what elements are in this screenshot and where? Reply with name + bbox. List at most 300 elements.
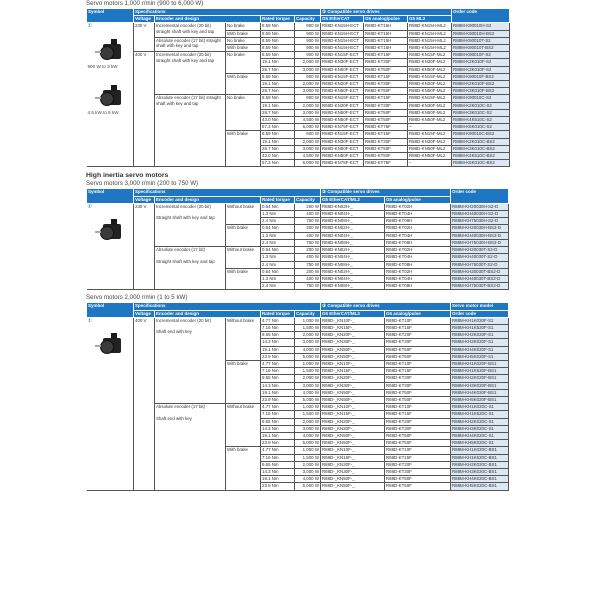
shaft-design: Straight shaft with key and tap [156, 215, 215, 221]
order-code: R88M-K90010C-BS2 [452, 131, 510, 138]
drive-model: R88D-KT50F [364, 117, 408, 124]
header-ethercat-ml2: G5 EtherCAT/ML2 [321, 196, 385, 203]
capacity: 900 W [295, 131, 321, 138]
order-code: R88M-KH1K020F-BS1 [451, 360, 509, 367]
drive-model: R88D-KN75F-ECT [321, 160, 364, 167]
order-code: R88M-KH4K020F-S1 [451, 346, 509, 353]
drive-model: R88D-KT10F [385, 404, 451, 411]
rated-torque: 8.59 Nm [261, 95, 295, 102]
order-code: R88M-KH75030H-S2-D [451, 218, 509, 225]
header-torque: Rated torque [261, 310, 295, 317]
servo-3000rpm-table [86, 188, 509, 290]
order-code: R88M-KH3K020F-BS1 [451, 382, 509, 389]
rated-torque: 19.1 Nm [261, 432, 295, 439]
capacity: 4,000 W [295, 476, 321, 483]
capacity: 900 W [295, 37, 321, 44]
drive-model: R88D-_KN50F-_ [321, 353, 385, 360]
order-code: R88M-K3K010C-S2 [452, 109, 510, 116]
drive-model: R88D-KT50F [364, 109, 408, 116]
rated-torque: 9.55 Nm [261, 375, 295, 382]
drive-model: R88D-KT50F [364, 145, 408, 152]
capacity: 3,000 W [295, 382, 321, 389]
header-encoder: Encoder and design [155, 196, 261, 203]
order-code: R88M-KH3K020C-S1 [451, 425, 509, 432]
drive-model: R88D-KT08H [385, 283, 451, 290]
rated-torque: 2.4 Nm [261, 218, 295, 225]
drive-model: R88D-KT75F [364, 124, 408, 131]
encoder-cell [155, 23, 226, 37]
drive-model: R88D-KT04H [385, 275, 451, 282]
drive-model: R88D-_KN10F-_ [321, 360, 385, 367]
drive-model: R88D-KT02H [385, 247, 451, 254]
drive-model: R88D-KT20F [385, 375, 451, 382]
drive-model: R88D-KT15F [364, 52, 408, 59]
rated-torque: 8.59 Nm [261, 23, 295, 30]
rated-torque: 23.9 Nm [261, 396, 295, 403]
brake-cell: No brake [226, 52, 261, 74]
drive-model: R88D-KN15F-ECT [321, 95, 364, 102]
motor-shaft [95, 51, 101, 53]
rated-torque: 4.77 Nm [261, 317, 295, 324]
header-drives: ③ Compatible servo drives [321, 9, 452, 16]
header-analog: G5 analog/pulse [385, 310, 451, 317]
capacity: 2,000 W [295, 102, 321, 109]
drive-model: R88D-_KN30F-_ [321, 468, 385, 475]
drive-model: R88D-KT30F [385, 339, 451, 346]
drive-model: R88D-KT30F [385, 425, 451, 432]
order-code: R88M-KH2K020C-BS1 [451, 461, 509, 468]
drive-model: R88D-KN15H-ML2 [408, 23, 452, 30]
rated-torque: 57.3 Nm [261, 160, 295, 167]
rated-torque: 8.59 Nm [261, 30, 295, 37]
drive-model: R88D-KN08H-_ [321, 239, 385, 246]
order-code: R88M-KH2K020C-S1 [451, 418, 509, 425]
drive-model: R88D-_KN50F-_ [321, 440, 385, 447]
capacity: 2,000 W [295, 418, 321, 425]
capacity: 1,000 W [295, 317, 321, 324]
capacity: 4,500 W [295, 117, 321, 124]
encoder-cell [155, 203, 226, 246]
header-ethercat-ml2: G5 EtherCAT/ML2 [321, 310, 385, 317]
drive-model: R88D-KN15H-ECT [321, 30, 364, 37]
drive-model: R88D-KT08H [385, 261, 451, 268]
encoder-type: Absolute encoder (17 bit) [156, 247, 206, 253]
motor-face [100, 46, 114, 60]
motor-face [100, 92, 114, 106]
encoder-type: Absolute encoder (17 bit) [156, 404, 206, 410]
drive-model: R88D-KN15F-ML2 [408, 131, 452, 138]
rated-torque: 9.55 Nm [261, 418, 295, 425]
motor-conn [111, 85, 117, 91]
table-row [87, 52, 510, 59]
symbol-cell [87, 23, 134, 167]
drive-model: R88D-KT15F [364, 131, 408, 138]
catalog-page [86, 0, 600, 491]
order-code: R88M-KH2K020F-BS1 [451, 375, 509, 382]
rated-torque: 1.3 Nm [261, 254, 295, 261]
drive-model: R88D-KN15F-ECT [321, 52, 364, 59]
rated-torque: 2.4 Nm [261, 261, 295, 268]
drive-model: R88D-KN15F-ML2 [408, 52, 452, 59]
brake-cell: No brake [226, 37, 261, 44]
drive-model: R88D-KT50F [385, 396, 451, 403]
drive-model: R88D-KT50F [385, 440, 451, 447]
table-row [87, 23, 510, 30]
drive-model: R88D-KN30F-ECT [321, 102, 364, 109]
drive-model: R88D-KN50F-ECT [321, 145, 364, 152]
capacity: 5,000 W [295, 440, 321, 447]
symbol-label: 4.5 kW to 6 kW [87, 109, 119, 115]
rated-torque: 23.9 Nm [261, 440, 295, 447]
drive-model: R88D-_KN50F-_ [321, 483, 385, 490]
order-code: R88M-KH4K020C-BS1 [451, 476, 509, 483]
order-code: R88M-KH1K020F-S1 [451, 317, 509, 324]
rated-torque: 28.7 Nm [261, 88, 295, 95]
drive-model: R88D-KT15F [385, 324, 451, 331]
rated-torque: 9.55 Nm [261, 461, 295, 468]
rated-torque: 28.7 Nm [261, 109, 295, 116]
rated-torque: 7.16 Nm [261, 368, 295, 375]
brake-cell: Without brake [226, 203, 261, 225]
header-drives: ③ Compatible servo drives [321, 303, 451, 310]
brake-cell: With brake [226, 360, 261, 403]
order-code: R88M-K90010H-S2 [452, 23, 510, 30]
capacity: 1,500 W [295, 324, 321, 331]
capacity: 3,000 W [295, 109, 321, 116]
drive-model: R88D-KT15H [364, 37, 408, 44]
rated-torque: 19.1 Nm [261, 346, 295, 353]
drive-model: R88D-KN30F-ML2 [408, 102, 452, 109]
header-symbol: Symbol [87, 9, 134, 23]
drive-model: R88D-_KN50F-_ [321, 432, 385, 439]
drive-model: R88D-KT30F [364, 102, 408, 109]
capacity: 1,000 W [295, 404, 321, 411]
header-drives: ③ Compatible servo drives [321, 189, 451, 196]
drive-model: R88D-KN50F-ML2 [408, 109, 452, 116]
order-code: R88M-KH75030T-BS2-D [451, 283, 509, 290]
order-code: R88M-K3K010C-BS2 [452, 145, 510, 152]
drive-model: R88D-KN30F-ECT [321, 138, 364, 145]
drive-model: R88D-KT15H [364, 30, 408, 37]
encoder-type: Incremental encoder (20 bit) straight shaft with key and tap [156, 23, 215, 34]
rated-torque: 23.9 Nm [261, 483, 295, 490]
drive-model: R88D-KN15F-ML2 [408, 95, 452, 102]
rated-torque: 19.1 Nm [261, 389, 295, 396]
rated-torque: 8.59 Nm [261, 52, 295, 59]
header-ethercat: G5 EtherCAT [321, 16, 364, 23]
rated-torque: 7.16 Nm [261, 411, 295, 418]
rated-torque: 8.59 Nm [261, 37, 295, 44]
drive-model: R88D-KT50F [385, 353, 451, 360]
header-voltage: Voltage [134, 196, 155, 203]
order-code: R88M-KH75030H-BS2-D [451, 239, 509, 246]
rated-torque: 9.55 Nm [261, 332, 295, 339]
order-code: R88M-KH20030T-BS2-D [451, 268, 509, 275]
motor-image [97, 332, 123, 354]
encoder-type: Absolute encoder (17 bit) straight shaft with key and tap [156, 37, 221, 49]
order-code: R88M-KH5K020C-S1 [451, 440, 509, 447]
drive-model: R88D-_KN30F-_ [321, 339, 385, 346]
order-code: R88M-KH1K520F-S1 [451, 324, 509, 331]
capacity: 4,000 W [295, 389, 321, 396]
rated-torque: 4.77 Nm [261, 447, 295, 454]
drive-model: R88D-KN15H-ML2 [408, 30, 452, 37]
capacity: 3,000 W [295, 66, 321, 73]
order-code: R88M-KH3K020F-S1 [451, 339, 509, 346]
drive-model: R88D-KN50F-ML2 [408, 145, 452, 152]
motor-shaft [95, 231, 101, 233]
capacity: 1,500 W [295, 368, 321, 375]
drive-model: R88D-KN08H-_ [321, 218, 385, 225]
voltage-cell: 230 V [134, 203, 155, 289]
drive-model: R88D-KN30F-ECT [321, 81, 364, 88]
order-code: R88M-K90010T-BS2 [452, 45, 510, 52]
drive-model: R88D-KT15H [364, 23, 408, 30]
drive-model: R88D-KT20F [385, 461, 451, 468]
shaft-design: Shaft end with key [156, 415, 192, 421]
capacity: 4,000 W [295, 346, 321, 353]
order-code: R88M-K90010H-BS2 [452, 30, 510, 37]
servo-1000rpm-table [86, 8, 510, 167]
header-specifications: Specifications [134, 303, 321, 310]
brake-cell: No brake [226, 95, 261, 131]
rated-torque: 1.3 Nm [261, 232, 295, 239]
capacity: 3,000 W [295, 145, 321, 152]
encoder-cell [155, 52, 226, 95]
brake-cell: No brake [226, 23, 261, 30]
rated-torque: 19.1 Nm [261, 59, 295, 66]
header-torque: Rated torque [261, 16, 295, 23]
capacity: 2,000 W [295, 461, 321, 468]
symbol-label: 900 W to 3 kW [87, 63, 118, 69]
rated-torque: 14.3 Nm [261, 425, 295, 432]
order-code: R88M-K90010T-S2 [452, 37, 510, 44]
rated-torque: 28.7 Nm [261, 145, 295, 152]
symbol-number: ① [87, 23, 92, 30]
drive-model: R88D-KT10F [385, 317, 451, 324]
drive-model: R88D-KT30F [364, 59, 408, 66]
header-order-code: Order code [451, 310, 509, 317]
drive-model: R88D-_KN10F-_ [321, 404, 385, 411]
drive-model: R88D-KN30F-ML2 [408, 81, 452, 88]
capacity: 400 W [295, 275, 321, 282]
capacity: 400 W [295, 211, 321, 218]
drive-model: R88D-KT30F [364, 81, 408, 88]
drive-model: R88D-_KN10F-_ [321, 317, 385, 324]
drive-model: R88D-_KN10F-_ [321, 447, 385, 454]
drive-model: R88D-KT50F [364, 153, 408, 160]
drive-model: R88D-KT15F [385, 368, 451, 375]
drive-model: R88D-KN15F-ECT [321, 131, 364, 138]
drive-model: R88D-_KN20F-_ [321, 461, 385, 468]
voltage-cell: 400 V [134, 317, 155, 490]
capacity: 400 W [295, 254, 321, 261]
drive-model: R88D-KN08H-_ [321, 261, 385, 268]
capacity: 200 W [295, 203, 321, 210]
rated-torque: 8.59 Nm [261, 73, 295, 80]
motor-conn [111, 219, 117, 225]
drive-model: R88D-KT04H [385, 211, 451, 218]
order-code: R88M-KH40030H-S2-D [451, 211, 509, 218]
drive-model: R88D-_KN15F-_ [321, 324, 385, 331]
motor-image [97, 84, 123, 106]
drive-model: R88D-KT02H [385, 203, 451, 210]
rated-torque: 19.1 Nm [261, 138, 295, 145]
brake-cell: Without brake [226, 247, 261, 269]
order-code: R88M-KH1K520F-BS1 [451, 368, 509, 375]
symbol-cell [87, 317, 134, 490]
drive-model: R88D-KT75F [364, 160, 408, 167]
drive-model: R88D-KT15F [385, 411, 451, 418]
drive-model: R88D-KN04H-_ [321, 232, 385, 239]
table-row [87, 203, 509, 210]
header-capacity: Capacity [295, 16, 321, 23]
drive-model: R88D-KN15F-ECT [321, 73, 364, 80]
rated-torque: 14.3 Nm [261, 468, 295, 475]
brake-cell: With brake [226, 268, 261, 290]
capacity: 2,000 W [295, 81, 321, 88]
capacity: 750 W [295, 239, 321, 246]
brake-cell: With brake [226, 30, 261, 37]
encoder-type: Incremental encoder (20 bit) [156, 317, 211, 323]
order-code: R88M-KH1K020C-S1 [451, 404, 509, 411]
drive-model: R88D-KT02H [385, 268, 451, 275]
capacity: 200 W [295, 247, 321, 254]
drive-model: R88D-_KN20F-_ [321, 332, 385, 339]
drive-model: R88D-_KN30F-_ [321, 382, 385, 389]
header-torque: Rated torque [261, 196, 295, 203]
capacity: 2,000 W [295, 332, 321, 339]
drive-model: – [408, 124, 452, 131]
order-code: R88M-KH40030T-BS2-D [451, 275, 509, 282]
header-model: Servo motor model [451, 303, 509, 310]
rated-torque: 7.16 Nm [261, 324, 295, 331]
symbol-number: ① [87, 203, 92, 210]
rated-torque: 14.3 Nm [261, 339, 295, 346]
order-code: R88M-KH75030T-S2-D [451, 261, 509, 268]
drive-model: R88D-KT15F [364, 95, 408, 102]
encoder-cell [155, 95, 226, 167]
drive-model: R88D-KT30F [385, 382, 451, 389]
voltage-cell: 400 V [134, 52, 155, 167]
drive-model: R88D-_KN30F-_ [321, 425, 385, 432]
drive-model: R88D-_KN50F-_ [321, 346, 385, 353]
drive-model: R88D-KT50F [385, 346, 451, 353]
drive-model: R88D-KN15H-ECT [321, 37, 364, 44]
drive-model: R88D-KN15H-ML2 [408, 37, 452, 44]
order-code: R88M-KH40030T-S2-D [451, 254, 509, 261]
header-symbol: Symbol [87, 303, 134, 317]
capacity: 200 W [295, 225, 321, 232]
rated-torque: 4.77 Nm [261, 404, 295, 411]
brake-cell: With brake [226, 73, 261, 95]
drive-model: R88D-KN50F-ML2 [408, 117, 452, 124]
drive-model: R88D-KT10F [385, 447, 451, 454]
order-code: R88M-KH40030H-BS2-D [451, 232, 509, 239]
order-code: R88M-K2K010F-S2 [452, 59, 510, 66]
capacity: 1,500 W [295, 411, 321, 418]
encoder-cell [155, 247, 226, 290]
order-code: R88M-K3K010F-BS2 [452, 88, 510, 95]
motor-conn [111, 39, 117, 45]
drive-model: R88D-_KN20F-_ [321, 375, 385, 382]
voltage-cell: 230 V [134, 23, 155, 52]
brake-cell: With brake [226, 45, 261, 52]
header-symbol: Symbol [87, 189, 134, 203]
capacity: 400 W [295, 232, 321, 239]
order-code: R88M-K4K510C-BS2 [452, 153, 510, 160]
rated-torque: 28.7 Nm [261, 66, 295, 73]
rated-torque: 0.64 Nm [261, 247, 295, 254]
header-voltage: Voltage [134, 310, 155, 317]
drive-model: R88D-KN50F-ML2 [408, 88, 452, 95]
order-code: R88M-KH1K520C-S1 [451, 411, 509, 418]
drive-model: R88D-_KN15F-_ [321, 411, 385, 418]
capacity: 3,000 W [295, 468, 321, 475]
rated-torque: 14.3 Nm [261, 382, 295, 389]
drive-model: R88D-KN02H-_ [321, 247, 385, 254]
capacity: 1,000 W [295, 447, 321, 454]
drive-model: R88D-KN04H-_ [321, 254, 385, 261]
drive-model: R88D-KN50F-ML2 [408, 153, 452, 160]
order-code: R88M-KH4K020C-S1 [451, 432, 509, 439]
capacity: 5,000 W [295, 353, 321, 360]
capacity: 4,500 W [295, 153, 321, 160]
brake-cell: Without brake [226, 317, 261, 360]
drive-model: R88D-KN75F-ECT [321, 124, 364, 131]
encoder-cell [155, 37, 226, 51]
encoder-type: Incremental encoder (20 bit) straight shaft with key and tap [156, 52, 215, 63]
capacity: 900 W [295, 23, 321, 30]
drive-model: R88D-KT02H [385, 225, 451, 232]
drive-model: – [408, 160, 452, 167]
capacity: 750 W [295, 283, 321, 290]
motor-face [100, 340, 114, 354]
header-encoder: Encoder and design [155, 16, 261, 23]
brake-cell: With brake [226, 131, 261, 167]
drive-model: R88D-_KN50F-_ [321, 476, 385, 483]
capacity: 5,000 W [295, 396, 321, 403]
drive-model: R88D-KT20F [385, 418, 451, 425]
order-code: R88M-K4K510C-S2 [452, 117, 510, 124]
table-row [87, 317, 509, 324]
order-code: R88M-K2K010C-BS2 [452, 138, 510, 145]
capacity: 900 W [295, 73, 321, 80]
drive-model: R88D-KN15F-ML2 [408, 73, 452, 80]
header-specifications: Specifications [134, 9, 321, 16]
header-order-code: Order code [452, 9, 510, 23]
drive-model: R88D-KT15F [364, 73, 408, 80]
rated-torque: 43.0 Nm [261, 117, 295, 124]
header-analog: G5 analog/pulse [385, 196, 451, 203]
rated-torque: 8.59 Nm [261, 131, 295, 138]
rated-torque: 1.3 Nm [261, 211, 295, 218]
encoder-cell [155, 404, 226, 490]
rated-torque: 19.1 Nm [261, 102, 295, 109]
capacity: 900 W [295, 45, 321, 52]
drive-model: R88D-KN50F-ML2 [408, 66, 452, 73]
capacity: 3,000 W [295, 425, 321, 432]
order-code: R88M-KH5K020F-S1 [451, 353, 509, 360]
order-code: R88M-K6K010C-S2 [452, 124, 510, 131]
order-code: R88M-K2K010F-BS2 [452, 81, 510, 88]
rated-torque: 2.4 Nm [261, 239, 295, 246]
drive-model: R88D-KN30F-ECT [321, 59, 364, 66]
drive-model: R88D-KT08H [385, 218, 451, 225]
header-capacity: Capacity [295, 196, 321, 203]
shaft-design: Shaft end with key [156, 329, 192, 335]
motor-conn [111, 333, 117, 339]
